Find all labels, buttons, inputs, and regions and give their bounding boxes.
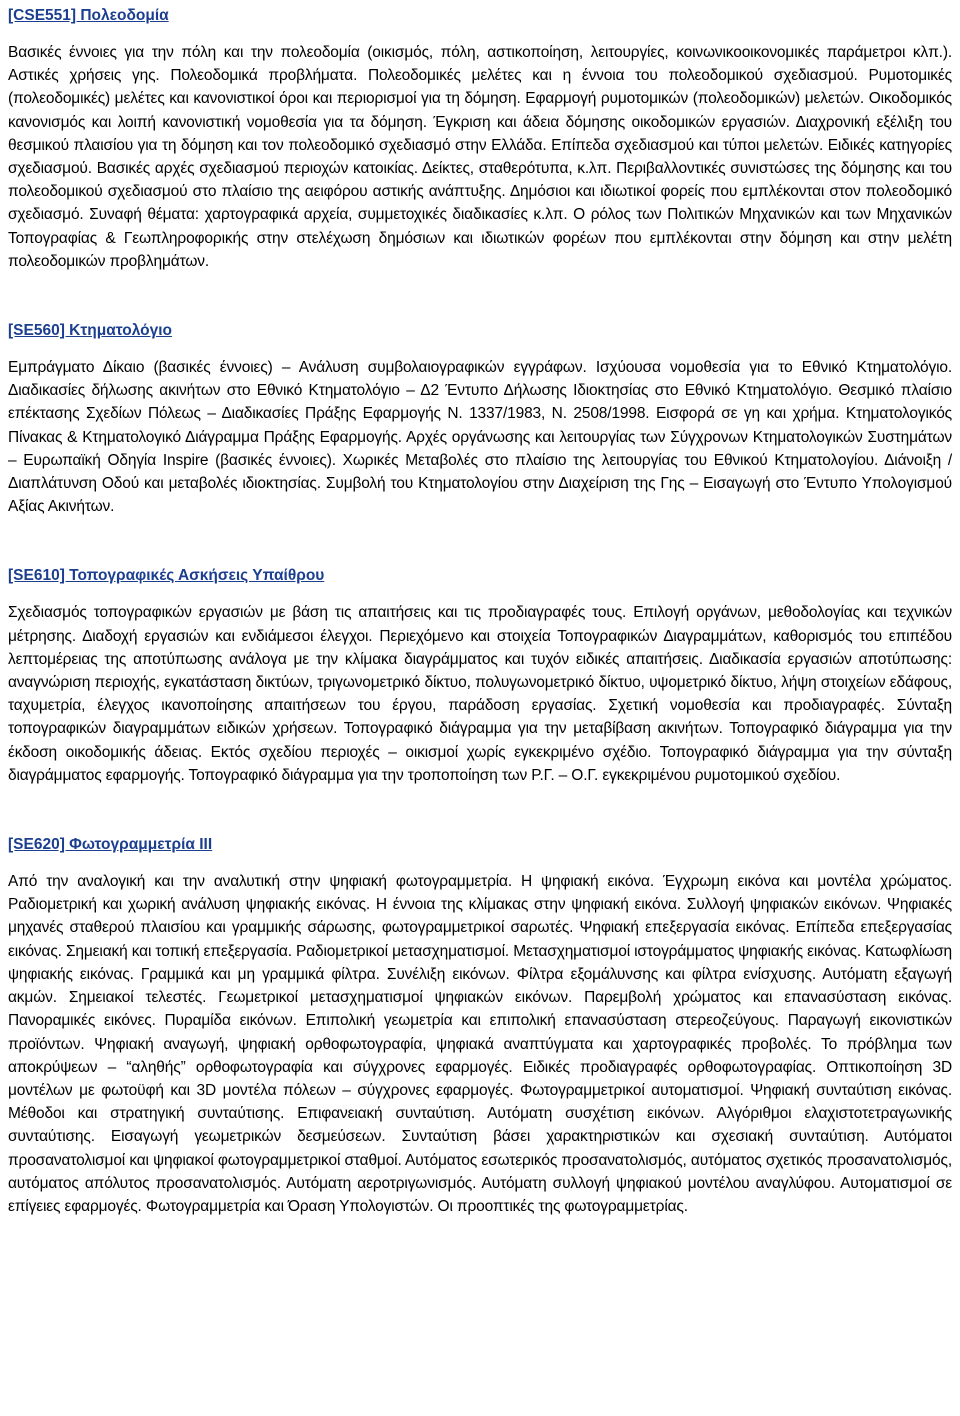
section-se610	[8, 564, 952, 787]
section-text: Βασικές έννοιες για την πόλη και την πολεοδομία (οικισμός, πόλη, αστικοποίηση, λειτουργίες, κοινωνικοοικονομικές παράμετροι κλπ.). Αστικές χρήσεις γης. Πολεοδομικά προβλήματα. Πολεοδομικές μελέτες και η έννοια του πολεοδομικού σχεδιασμού. Ρυμοτομικές (πολεοδομικές) μελέτες και κανονιστικοί όροι και περιορισμοί για τη δόμηση. Εφαρμογή ρυμοτομικών (πολεοδομικών) μελετών. Οικοδομικός κανονισμός και λοιπή κανονιστική νομοθεσία για τα δόμηση. Έγκριση και άδεια δόμησης οικοδομικών εργασιών. Διαχρονική εξέλιξη του θεσμικού πλαισίου για τη δόμηση και τον πολεοδομικό σχεδιασμό στην Ελλάδα. Επίπεδα σχεδιασμού και τύποι μελετών. Ειδικές κατηγορίες σχεδιασμού. Βασικές αρχές σχεδιασμού περιοχών κατοικίας. Δείκτες, σταθερότυπα, κ.λπ. Περιβαλλοντικές συνιστώσες της δόμησης και του πολεοδομικού σχεδιασμού στο πλαίσιο της αειφόρου αστικής ανάπτυξης. Δημόσιοι και ιδιωτικοί φορείς που εμπλέκονται στον πολεοδομικό σχεδιασμό. Συναφή θέματα: χαρτογραφικά αρχεία, συμμετοχικές διαδικασίες κ.λπ. Ο ρόλος των Πολιτικών Μηχανικών και των Μηχανικών Τοπογραφίας & Γεωπληροφορικής στην στελέχωση δημόσιων και ιδιωτικών φορέων που εμπλέκονται στην δόμηση και στην μελέτη πολεοδομικών προβλημάτων.	[8, 44, 952, 270]
section-cse551	[8, 4, 952, 273]
section-heading: [CSE551] Πολεοδομία	[8, 7, 169, 24]
section-se560	[8, 319, 952, 518]
section-heading: [SE610] Τοπογραφικές Ασκήσεις Υπαίθρου	[8, 567, 325, 585]
section-text: Από την αναλογική και την αναλυτική στην ψηφιακή φωτογραμμετρία. Η ψηφιακή εικόνα. Έγχρωμη εικόνα και μοντέλα χρώματος. Ραδιομετρική και χωρική ανάλυση ψηφιακής εικόνας. Η έννοια της κλίμακας στην ψηφιακή εικόνα. Συλλογή ψηφιακών εικόνων. Ψηφιακές μηχανές σταθερού πλαισίου και γραμμικής σάρωσης, φωτογραμμετρικοί σαρωτές. Ψηφιακή επεξεργασία εικόνας. Επίπεδα επεξεργασίας εικόνας. Σημειακή και τοπική επεξεργασία. Ραδιομετρικοί μετασχηματισμοί. Μετασχηματισμοί ιστογράμματος ψηφιακής εικόνας. Κατωφλίωση ψηφιακής εικόνας. Γραμμικά και μη γραμμικά φίλτρα. Συνέλιξη εικόνων. Φίλτρα εξομάλυνσης και φίλτρα ενίσχυσης. Αυτόματη εξαγωγή ακμών. Σημειακοί τελεστές. Γεωμετρικοί μετασχηματισμοί ψηφιακών εικόνων. Παρεμβολή χρώματος και επανασύσταση εικόνας. Πανοραμικές εικόνες. Πυραμίδα εικόνων. Επιπολική γεωμετρία και επιπολική επανασύσταση στερεοζεύγους. Παραγωγή εικονιστικών προϊόντων. Ψηφιακή αναγωγή, ψηφιακή ορθοφωτογραφία, ψηφιακά αναπτύγματα και χαρτογραφικές προβολές. Το πρόβλημα των αποκρύψεων – “αληθής” ορθοφωτογραφία και σύγχρονες εφαρμογές. Ειδικές προδιαγραφές ορθοφωτογραφίας. Οπτικοποίηση 3D μοντέλων με φωτοϋφή και 3D μοντέλα πόλεων – σύγχρονες εφαρμογές. Φωτογραμμετρικοί αυτοματισμοί. Ψηφιακή συνταύτιση εικόνας. Μέθοδοι και στρατηγική συνταύτισης. Επιφανειακή συνταύτιση. Αυτόματη συσχέτιση εικόνων. Αλγόριθμοι ελαχιστοτετραγωνικής συνταύτισης. Εισαγωγή γεωμετρικών δεσμεύσεων. Συνταύτιση βάσει χαρακτηριστικών και σχεσιακή συνταύτιση. Αυτόματοι προσανατολισμοί και ψηφιακοί φωτογραμμετρικοί σταθμοί. Αυτόματος εσωτερικός προσανατολισμός, αυτόματος σχετικός προσανατολισμός, αυτόματος απόλυτος προσανατολισμός. Αυτόματη αεροτριγωνισμός. Αυτόματη συλλογή ψηφιακού μοντέλου αναγλύφου. Αυτοματισμοί σε επίγειες εφαρμογές. Φωτογραμμετρία και Όραση Υπολογιστών. Οι προοπτικές της φωτογραμμετρίας.	[8, 873, 952, 1215]
section-heading: [SE560] Κτηματολόγιο	[8, 322, 173, 340]
section-se620	[8, 833, 952, 1218]
section-text: Σχεδιασμός τοπογραφικών εργασιών με βάση τις απαιτήσεις και τις προδιαγραφές τους. Επιλογή οργάνων, μεθοδολογίας και τεχνικών μέτρησης. Διαδοχή εργασιών και ενδιάμεσοι έλεγχοι. Περιεχόμενο και στοιχεία Τοπογραφικών Διαγραμμάτων, καθορισμός του επιπέδου λεπτομέρειας της αποτύπωσης ανάλογα με την κλίμακα διαγράμματος και τυχόν ειδικές απαιτήσεις. Διαδικασία εργασιών αποτύπωσης: αναγνώριση περιοχής, εγκατάσταση δικτύων, τριγωνομετρικό δίκτυο, πολυγωνομετρικό δίκτυο, υψομετρικό δίκτυο, λήψη στοιχείων εδάφους, ταχυμετρία, έλεγχος ικανοποίησης απαιτήσεων του έργου, παράδοση εργασίας. Σχετική νομοθεσία και προδιαγραφές. Σύνταξη τοπογραφικών διαγραμμάτων ειδικών χρήσεων. Τοπογραφικό διάγραμμα για την μεταβίβαση ακινήτων. Τοπογραφικό διάγραμμα για την έκδοση οικοδομικής άδειας. Εκτός σχεδίου περιοχές – οικισμοί χωρίς εγκεκριμένο σχέδιο. Τοπογραφικό διάγραμμα για την σύνταξη διαγράμματος εφαρμογής. Τοπογραφικό διάγραμμα για την τροποποίηση των Ρ.Γ. – Ο.Γ. εγκεκριμένου ρυμοτομικού σχεδίου.	[8, 604, 952, 784]
section-heading: [SE620] Φωτογραμμετρία ΙΙΙ	[8, 836, 213, 854]
section-text: Εμπράγματο Δίκαιο (βασικές έννοιες) – Ανάλυση συμβολαιογραφικών εγγράφων. Ισχύουσα νομοθεσία για το Εθνικό Κτηματολόγιο. Διαδικασίες δήλωσης ακινήτων στο Εθνικό Κτηματολόγιο – Δ2 Έντυπο Δήλωσης Ιδιοκτησίας στο Εθνικό Κτηματολόγιο. Θεσμικό πλαίσιο επέκτασης Σχεδίων Πόλεως – Διαδικασίες Πράξης Εφαρμογής Ν. 1337/1983, Ν. 2508/1998. Εισφορά σε γη και χρήμα. Κτηματολογικός Πίνακας & Κτηματολογικό Διάγραμμα Πράξης Εφαρμογής. Αρχές οργάνωσης και λειτουργίας των Σύγχρονων Κτηματολογικών Συστημάτων – Ευρωπαϊκή Οδηγία Inspire (βασικές έννοιες). Χωρικές Μεταβολές στο πλαίσιο της λειτουργίας του Εθνικού Κτηματολογίου. Διάνοιξη / Διαπλάτυνση Οδού και μεταβολές ιδιοκτησίας. Συμβολή του Κτηματολογίου στην Διαχείριση της Γης – Εισαγωγή στο Έντυπο Υπολογισμού Αξίας Ακινήτων.	[8, 359, 952, 516]
